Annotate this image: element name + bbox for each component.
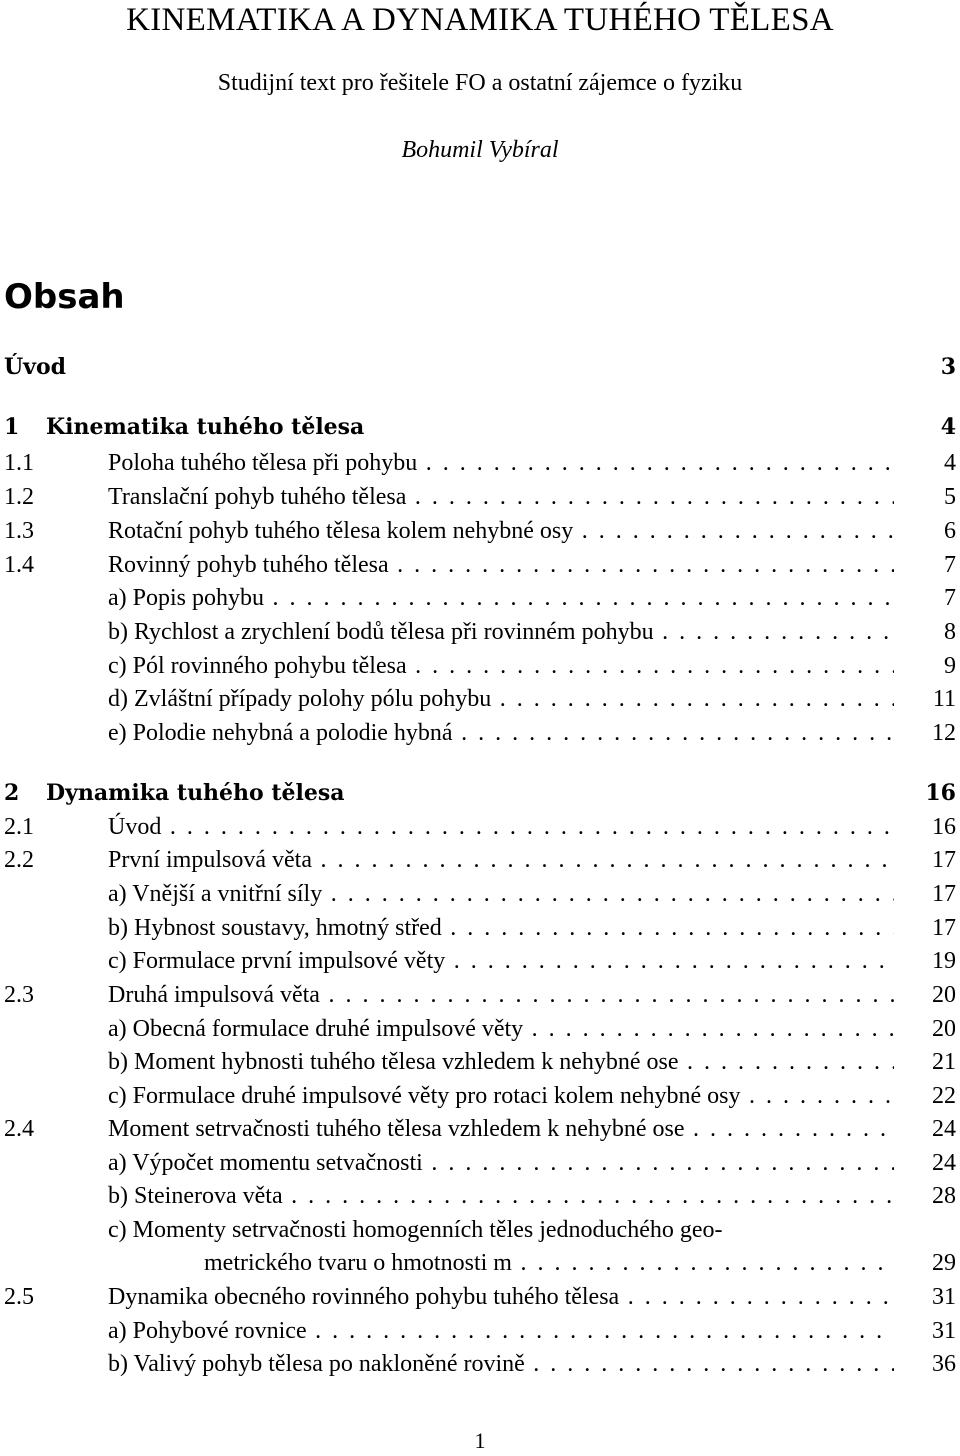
toc-entry[interactable] [0, 944, 960, 978]
toc-entry[interactable] [0, 548, 960, 582]
toc-entry-number: 1.2 [4, 484, 34, 510]
toc-entry-page: 19 [932, 948, 956, 974]
toc-entry-title: a) Vnější a vnitřní síly . . . [108, 877, 894, 911]
toc-entry-page: 17 [932, 915, 956, 941]
toc-entry[interactable] [0, 716, 960, 750]
toc-entry-title: c) Formulace první impulsové věty . . . [108, 944, 894, 978]
toc-entry[interactable] [0, 776, 960, 810]
toc-entry-number: 2.2 [4, 847, 34, 873]
toc-entry[interactable] [0, 1179, 960, 1213]
toc-entry-title: metrického tvaru o hmotnosti m . . . [204, 1246, 894, 1280]
toc-entry-title: Translační pohyb tuhého tělesa . . . [108, 480, 894, 514]
toc-entry-title: Dynamika obecného rovinného pohybu tuhého tělesa . . . [108, 1280, 894, 1314]
toc-entry-number: 2.1 [4, 814, 34, 840]
toc-entry-title: Poloha tuhého tělesa při pohybu . . . [108, 446, 894, 480]
toc-entry[interactable] [0, 615, 960, 649]
page-number: 1 [474, 1428, 486, 1453]
toc-entry[interactable] [0, 581, 960, 615]
document-subtitle: Studijní text pro řešitele FO a ostatní zájemce o fyziku [217, 70, 743, 96]
toc-entry[interactable] [0, 1213, 960, 1247]
toc-entry-page: 31 [932, 1284, 956, 1310]
toc-entry-number: 1 [4, 414, 20, 440]
toc-entry[interactable] [0, 649, 960, 683]
toc-entry[interactable] [0, 1347, 960, 1381]
toc-entry[interactable] [0, 1112, 960, 1146]
toc-entry-page: 24 [932, 1150, 956, 1176]
toc-entry-title: a) Pohybové rovnice . . . [108, 1314, 894, 1348]
toc-entry-page: 4 [940, 414, 956, 440]
toc-entry-number: 2.3 [4, 982, 34, 1008]
toc-entry[interactable] [0, 1246, 960, 1280]
toc-entry-page: 22 [932, 1083, 956, 1109]
toc-entry[interactable] [0, 514, 960, 548]
toc-entry[interactable] [0, 1280, 960, 1314]
toc-entry-title: b) Rychlost a zrychlení bodů tělesa při rovinném pohybu . . . [108, 615, 894, 649]
toc-entry-page: 28 [932, 1183, 956, 1209]
toc-entry-number: Úvod [4, 354, 67, 380]
toc-entry-page: 5 [944, 484, 956, 510]
toc-entry[interactable] [0, 1012, 960, 1046]
toc-entry-page: 12 [932, 720, 956, 746]
toc-entry-page: 16 [932, 814, 956, 840]
toc-entry-page: 17 [932, 881, 956, 907]
toc-entry-title: První impulsová věta . . . [108, 843, 894, 877]
toc-entry-page: 21 [932, 1049, 956, 1075]
toc-entry-title: c) Formulace druhé impulsové věty pro rotaci kolem nehybné osy . . . [108, 1079, 894, 1113]
toc-entry-number: 2.5 [4, 1284, 34, 1310]
toc-entry[interactable] [0, 1079, 960, 1113]
toc-entry-page: 4 [944, 450, 956, 476]
toc-entry-page: 24 [932, 1116, 956, 1142]
toc-entry-title: d) Zvláštní případy polohy pólu pohybu . . . [108, 682, 894, 716]
toc-entry-number: 1.1 [4, 450, 34, 476]
toc-entry-title: b) Moment hybnosti tuhého tělesa vzhledem k nehybné ose . . . [108, 1045, 894, 1079]
toc-entry[interactable] [0, 410, 960, 444]
toc-entry[interactable] [0, 877, 960, 911]
toc-entry-title: Kinematika tuhého tělesa [46, 414, 365, 440]
toc-entry-page: 20 [932, 982, 956, 1008]
toc-entry-page: 17 [932, 847, 956, 873]
toc-entry[interactable] [0, 350, 960, 384]
toc-entry-title: c) Momenty setrvačnosti homogenních těles jednoduchého geo- [108, 1217, 723, 1243]
toc-entry-title: a) Obecná formulace druhé impulsové věty . . . [108, 1012, 894, 1046]
toc-entry-page: 31 [932, 1318, 956, 1344]
toc-entry[interactable] [0, 1146, 960, 1180]
toc-entry-page: 7 [944, 585, 956, 611]
toc-entry-number: 1.3 [4, 518, 34, 544]
toc-entry-title: Dynamika tuhého tělesa [46, 780, 345, 806]
toc-entry[interactable] [0, 1045, 960, 1079]
toc-entry-page: 8 [944, 619, 956, 645]
toc-entry[interactable] [0, 682, 960, 716]
toc-entry-title: Moment setrvačnosti tuhého tělesa vzhledem k nehybné ose . . . [108, 1112, 894, 1146]
toc-entry[interactable] [0, 978, 960, 1012]
toc-entry[interactable] [0, 810, 960, 844]
toc-entry-title: c) Pól rovinného pohybu tělesa . . . [108, 649, 894, 683]
toc-entry-page: 36 [932, 1351, 956, 1377]
toc-entry-title: Druhá impulsová věta . . . [108, 978, 894, 1012]
toc-entry-number: 2.4 [4, 1116, 34, 1142]
document-author: Bohumil Vybíral [401, 137, 559, 163]
toc-entry-page: 3 [940, 354, 956, 380]
toc-entry-title: Úvod . . . [108, 810, 894, 844]
toc-entry-page: 16 [925, 780, 956, 806]
toc-entry-page: 20 [932, 1016, 956, 1042]
toc-heading: Obsah [4, 277, 125, 317]
toc-entry-page: 6 [944, 518, 956, 544]
toc-entry-title: a) Popis pohybu . . . [108, 581, 894, 615]
toc-entry-number: 1.4 [4, 552, 34, 578]
toc-entry[interactable] [0, 911, 960, 945]
toc-entry-title: Rotační pohyb tuhého tělesa kolem nehybné osy . . . [108, 514, 894, 548]
toc-entry[interactable] [0, 1314, 960, 1348]
toc-entry-number: 2 [4, 780, 20, 806]
toc-entry-title: b) Hybnost soustavy, hmotný střed . . . [108, 911, 894, 945]
toc-entry-page: 11 [932, 686, 956, 712]
toc-entry-title: b) Valivý pohyb tělesa po nakloněné rovině . . . [108, 1347, 894, 1381]
toc-entry[interactable] [0, 843, 960, 877]
toc-entry-page: 9 [944, 653, 956, 679]
toc-entry[interactable] [0, 446, 960, 480]
toc-entry-page: 29 [932, 1250, 956, 1276]
toc-entry-page: 7 [944, 552, 956, 578]
toc-entry[interactable] [0, 480, 960, 514]
toc-entry-title: e) Polodie nehybná a polodie hybná . . . [108, 716, 894, 750]
document-title: KINEMATIKA A DYNAMIKA TUHÉHO TĚLESA [126, 2, 834, 38]
toc-entry-title: Rovinný pohyb tuhého tělesa . . . [108, 548, 894, 582]
toc-entry-title: b) Steinerova věta . . . [108, 1179, 894, 1213]
toc-entry-title: a) Výpočet momentu setvačnosti . . . [108, 1146, 894, 1180]
